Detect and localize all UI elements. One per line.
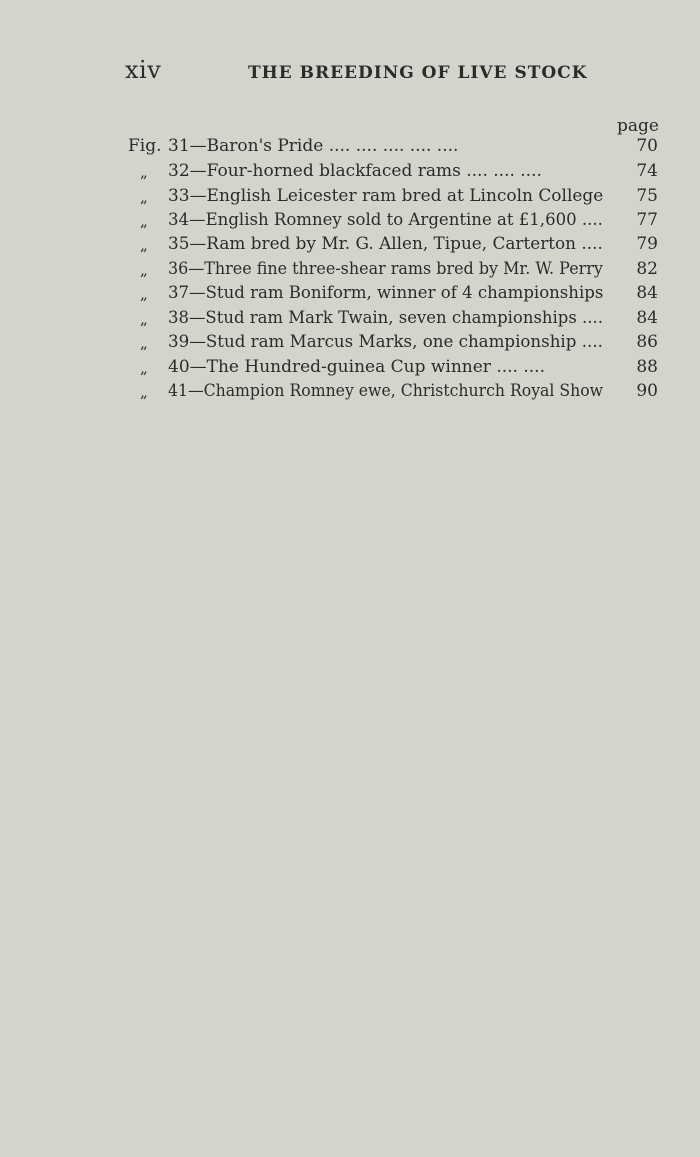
figure-caption: 35—Ram bred by Mr. G. Allen, Tipue, Carterton .... <box>168 234 603 254</box>
ditto-mark: „ <box>140 188 148 206</box>
figure-page: 75 <box>636 186 658 206</box>
ditto-mark: „ <box>140 163 148 181</box>
figure-caption: 38—Stud ram Mark Twain, seven championships .... <box>168 308 603 328</box>
ditto-mark: „ <box>140 310 148 328</box>
figure-entry <box>0 381 700 405</box>
page-number: xiv <box>125 56 162 84</box>
figure-page: 84 <box>636 308 658 328</box>
running-title: THE BREEDING OF LIVE STOCK <box>248 63 588 83</box>
figure-entry <box>0 308 700 332</box>
ditto-mark: „ <box>140 212 148 230</box>
figure-page: 74 <box>636 161 658 181</box>
figure-caption: 39—Stud ram Marcus Marks, one championship .... <box>168 332 603 352</box>
figure-entry <box>0 259 700 283</box>
ditto-mark: „ <box>140 236 148 254</box>
figure-page: 77 <box>636 210 658 230</box>
figure-marker: Fig. <box>128 136 162 156</box>
figure-caption: 41—Champion Romney ewe, Christchurch Royal Show <box>168 381 604 401</box>
figure-caption: 33—English Leicester ram bred at Lincoln College <box>168 186 604 206</box>
ditto-mark: „ <box>140 261 148 279</box>
figure-caption: 37—Stud ram Boniform, winner of 4 championships <box>168 283 604 303</box>
ditto-mark: „ <box>140 285 148 303</box>
page-column-label: page <box>617 116 659 136</box>
figure-entry <box>0 186 700 210</box>
figure-page: 82 <box>636 259 658 279</box>
ditto-mark: „ <box>140 359 148 377</box>
figure-caption: 36—Three fine three-shear rams bred by Mr. W. Perry <box>168 259 603 279</box>
figure-entry <box>0 234 700 258</box>
figure-page: 86 <box>636 332 658 352</box>
figure-entry <box>0 332 700 356</box>
figure-caption: 40—The Hundred-guinea Cup winner .... .... <box>168 357 545 377</box>
figure-entry <box>0 357 700 381</box>
figure-entry <box>0 283 700 307</box>
figure-entry <box>0 161 700 185</box>
figure-entry <box>0 210 700 234</box>
figure-entry <box>0 136 700 160</box>
figure-page: 88 <box>636 357 658 377</box>
figure-caption: 32—Four-horned blackfaced rams .... .... .... <box>168 161 542 181</box>
figure-page: 79 <box>636 234 658 254</box>
ditto-mark: „ <box>140 383 148 401</box>
figure-page: 70 <box>636 136 658 156</box>
figure-page: 84 <box>636 283 658 303</box>
figure-caption: 34—English Romney sold to Argentine at £1,600 .... <box>168 210 603 230</box>
ditto-mark: „ <box>140 334 148 352</box>
figure-caption: 31—Baron's Pride .... .... .... .... .... <box>168 136 459 156</box>
figure-page: 90 <box>636 381 658 401</box>
